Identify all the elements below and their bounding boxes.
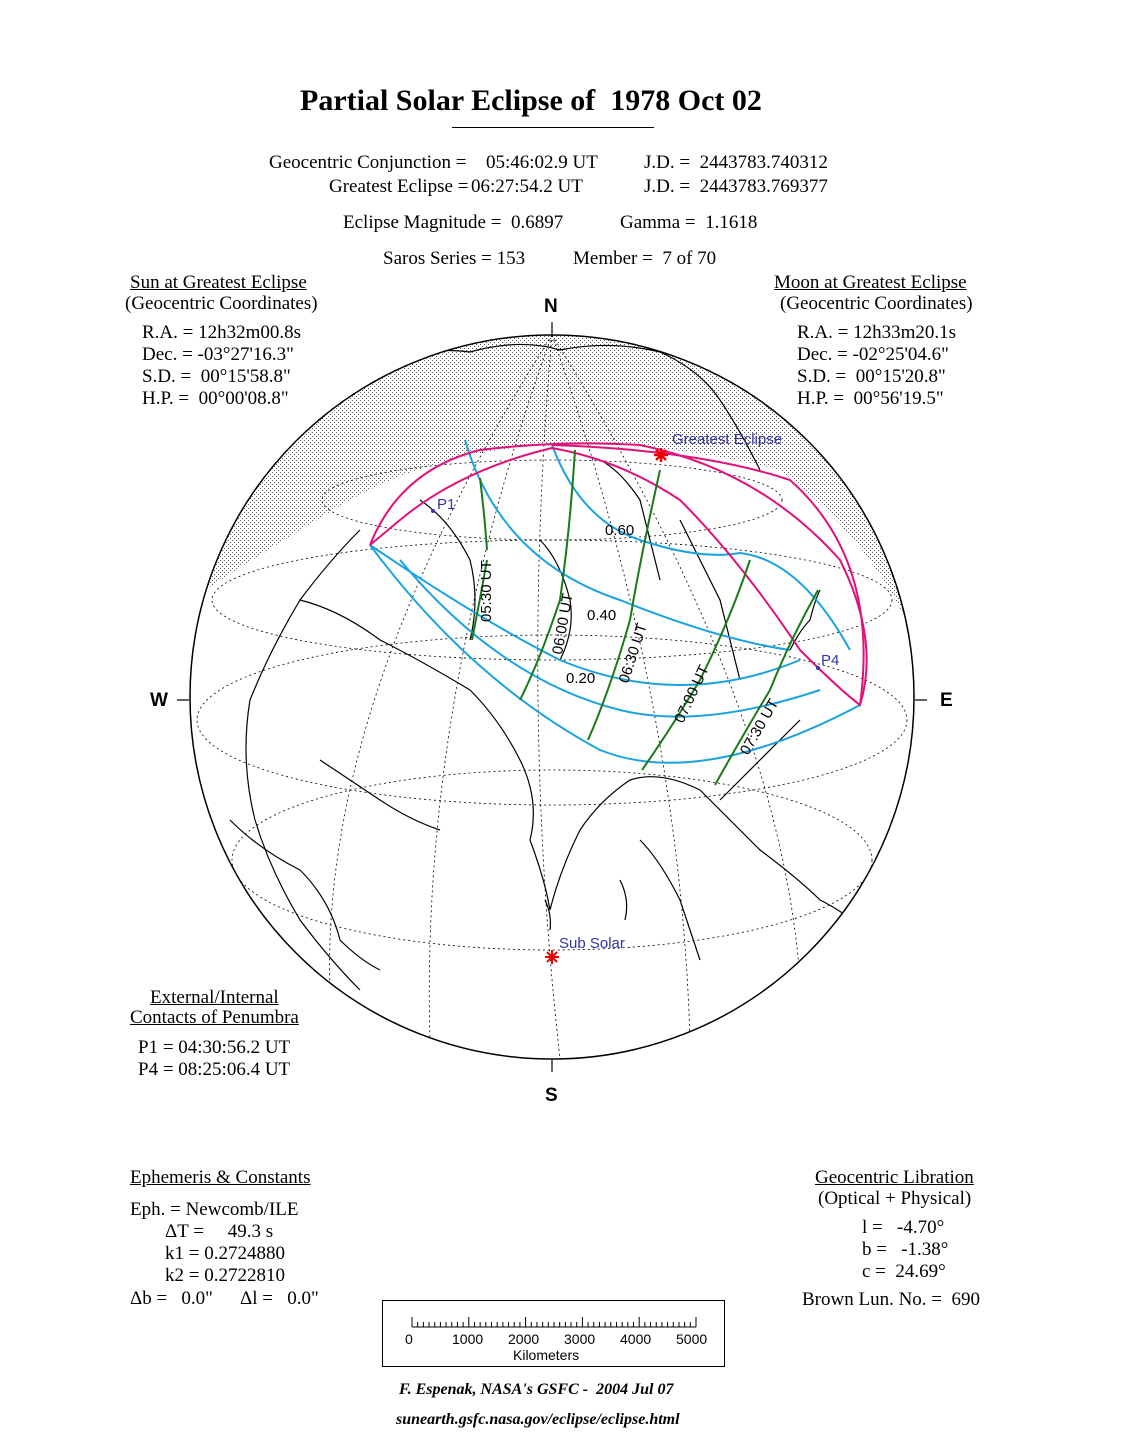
scale-tick-label: 2000 (508, 1331, 540, 1347)
ephemeris-eph: Eph. = Newcomb/ILE (130, 1199, 299, 1220)
saros-member: Member = 7 of 70 (573, 248, 717, 269)
ephemeris-delta-l: Δl = 0.0" (240, 1288, 319, 1309)
compass-south: S (545, 1085, 558, 1106)
scale-tick-label: 5000 (676, 1331, 708, 1347)
eclipse-magnitude: Eclipse Magnitude = 0.6897 (343, 212, 564, 233)
p4-point (816, 666, 820, 670)
greatest-eclipse-marker (654, 448, 668, 462)
sun-subheading: (Geocentric Coordinates) (125, 293, 318, 314)
magnitude-curves (370, 440, 860, 763)
moon-sd: S.D. = 00°15'20.8" (797, 366, 946, 387)
conjunction-jd: J.D. = 2443783.740312 (644, 152, 828, 173)
ephemeris-delta-t: ΔT = 49.3 s (165, 1221, 274, 1242)
scale-tick-label: 0 (405, 1331, 413, 1347)
p4-label: P4 (821, 652, 840, 669)
p1-label: P1 (437, 496, 456, 513)
scale-tick-label: 4000 (620, 1331, 652, 1347)
time-lines (472, 450, 818, 785)
sun-hp: H.P. = 00°00'08.8" (142, 388, 289, 409)
libration-c: c = 24.69° (862, 1261, 946, 1282)
contact-p1: P1 = 04:30:56.2 UT (138, 1037, 291, 1058)
greatest-time: 06:27:54.2 UT (471, 176, 583, 197)
greatest-eclipse-label: Greatest Eclipse (672, 431, 783, 448)
source-url[interactable]: sunearth.gsfc.nasa.gov/eclipse/eclipse.html (396, 1411, 680, 1428)
mag-020-label: 0.20 (566, 670, 596, 687)
moon-ra: R.A. = 12h33m20.1s (797, 322, 957, 343)
compass-west: W (150, 690, 168, 711)
scale-unit: Kilometers (513, 1347, 580, 1363)
scale-tick-label: 1000 (452, 1331, 484, 1347)
sun-heading: Sun at Greatest Eclipse (130, 272, 307, 293)
gamma: Gamma = 1.1618 (620, 212, 758, 233)
contacts-heading-1: External/Internal (150, 987, 279, 1008)
p1-point (431, 509, 435, 513)
time-0630-label: 06:30 UT (615, 621, 651, 686)
greatest-label: Greatest Eclipse = (329, 176, 469, 197)
sun-dec: Dec. = -03°27'16.3" (142, 344, 294, 365)
conjunction-time: 05:46:02.9 UT (486, 152, 598, 173)
greatest-jd: J.D. = 2443783.769377 (644, 176, 828, 197)
credit: F. Espenak, NASA's GSFC - 2004 Jul 07 (399, 1381, 674, 1398)
subsolar-marker (545, 950, 559, 964)
mag-060-label: 0.60 (605, 522, 635, 539)
moon-heading: Moon at Greatest Eclipse (774, 272, 967, 293)
page-title: Partial Solar Eclipse of 1978 Oct 02 (300, 84, 762, 117)
contacts-heading-2: Contacts of Penumbra (130, 1007, 299, 1028)
libration-subheading: (Optical + Physical) (818, 1188, 972, 1209)
moon-hp: H.P. = 00°56'19.5" (797, 388, 944, 409)
subsolar-label: Sub Solar (559, 935, 625, 952)
ephemeris-delta-b: Δb = 0.0" (130, 1288, 213, 1309)
scale-box (382, 1300, 725, 1367)
time-0600-label: 06:00 UT (549, 591, 577, 656)
sun-sd: S.D. = 00°15'58.8" (142, 366, 291, 387)
contact-p4: P4 = 08:25:06.4 UT (138, 1059, 291, 1080)
compass-north: N (544, 296, 558, 317)
ephemeris-heading: Ephemeris & Constants (130, 1167, 311, 1188)
moon-subheading: (Geocentric Coordinates) (780, 293, 973, 314)
libration-b: b = -1.38° (862, 1239, 949, 1260)
compass-east: E (940, 690, 953, 711)
penumbral-limits (370, 443, 867, 705)
mag-040-label: 0.40 (587, 607, 617, 624)
scale-tick-label: 3000 (564, 1331, 596, 1347)
time-0530-label: 05:30 UT (478, 560, 495, 622)
sun-ra: R.A. = 12h32m00.8s (142, 322, 302, 343)
ephemeris-k2: k2 = 0.2722810 (165, 1265, 285, 1286)
title-rule (452, 127, 654, 128)
moon-dec: Dec. = -02°25'04.6" (797, 344, 949, 365)
saros-series: Saros Series = 153 (383, 248, 526, 269)
time-0730-label: 07:30 UT (736, 696, 783, 758)
libration-l: l = -4.70° (862, 1217, 945, 1238)
ephemeris-k1: k1 = 0.2724880 (165, 1243, 285, 1264)
conjunction-label: Geocentric Conjunction = (269, 152, 467, 173)
time-0700-label: 07:00 UT (671, 662, 713, 726)
libration-heading: Geocentric Libration (815, 1167, 974, 1188)
brown-lunation: Brown Lun. No. = 690 (802, 1289, 981, 1310)
